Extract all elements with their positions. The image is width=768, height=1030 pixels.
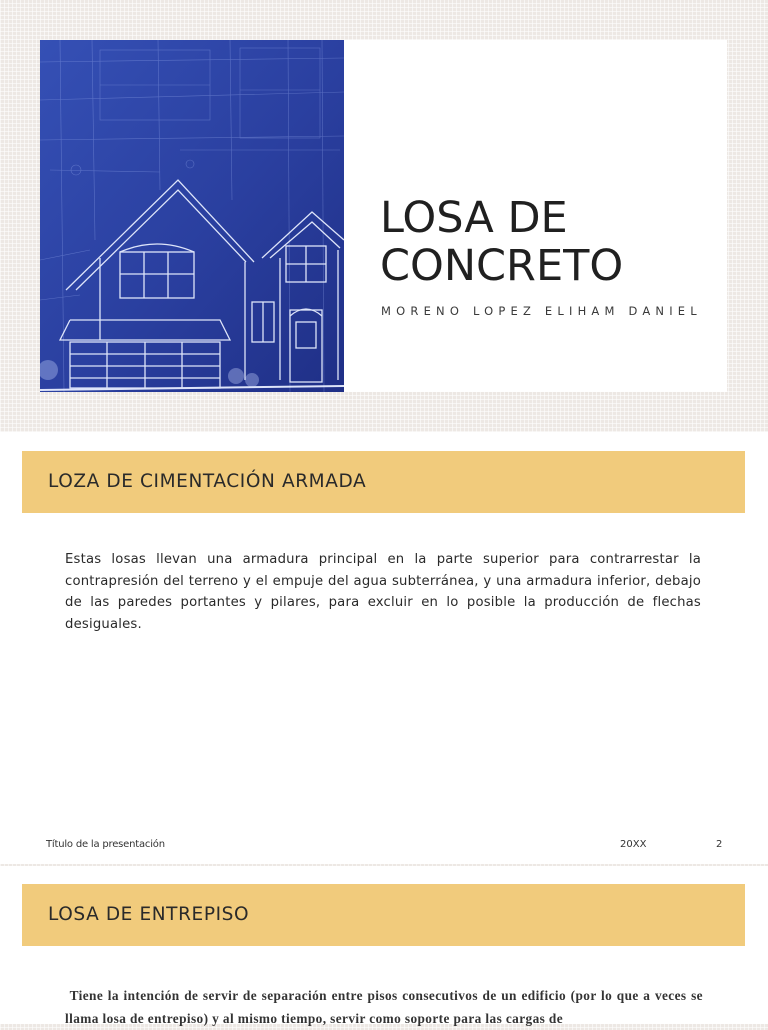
slide-header-band — [22, 884, 745, 946]
content-slide-entrepiso — [0, 866, 768, 1024]
slide-body-text: Estas losas llevan una armadura principal en la parte superior para contrarrestar la contrapresión del terreno y el empuje del agua subterránea, y una armadura inferior, debajo de las paredes portantes y pilares, para excluir en lo posible la producción de flechas desiguales. — [65, 552, 701, 633]
slide-body-text — [65, 984, 703, 1030]
slide-header-band — [22, 451, 745, 513]
blueprint-house-image — [40, 40, 344, 392]
title-line-2: CONCRETO — [380, 241, 624, 291]
author-name: MORENO LOPEZ ELIHAM DANIEL — [381, 304, 702, 318]
content-slide-cimentacion — [0, 432, 768, 864]
slide-heading: LOZA DE CIMENTACIÓN ARMADA — [48, 471, 367, 492]
footer-presentation-title: Título de la presentación — [46, 839, 165, 850]
title-line-1: LOSA DE — [380, 193, 568, 243]
presentation-title — [380, 194, 710, 290]
footer-page-number: 2 — [716, 839, 723, 850]
slide-heading: LOSA DE ENTREPISO — [48, 904, 250, 925]
footer-year: 20XX — [620, 839, 647, 850]
slide-body-content: Tiene la intención de servir de separación entre pisos consecutivos de un edificio (por lo que a veces se llama losa de entrepiso) y al mismo tiempo, servir como soporte para las cargas de — [65, 988, 703, 1026]
